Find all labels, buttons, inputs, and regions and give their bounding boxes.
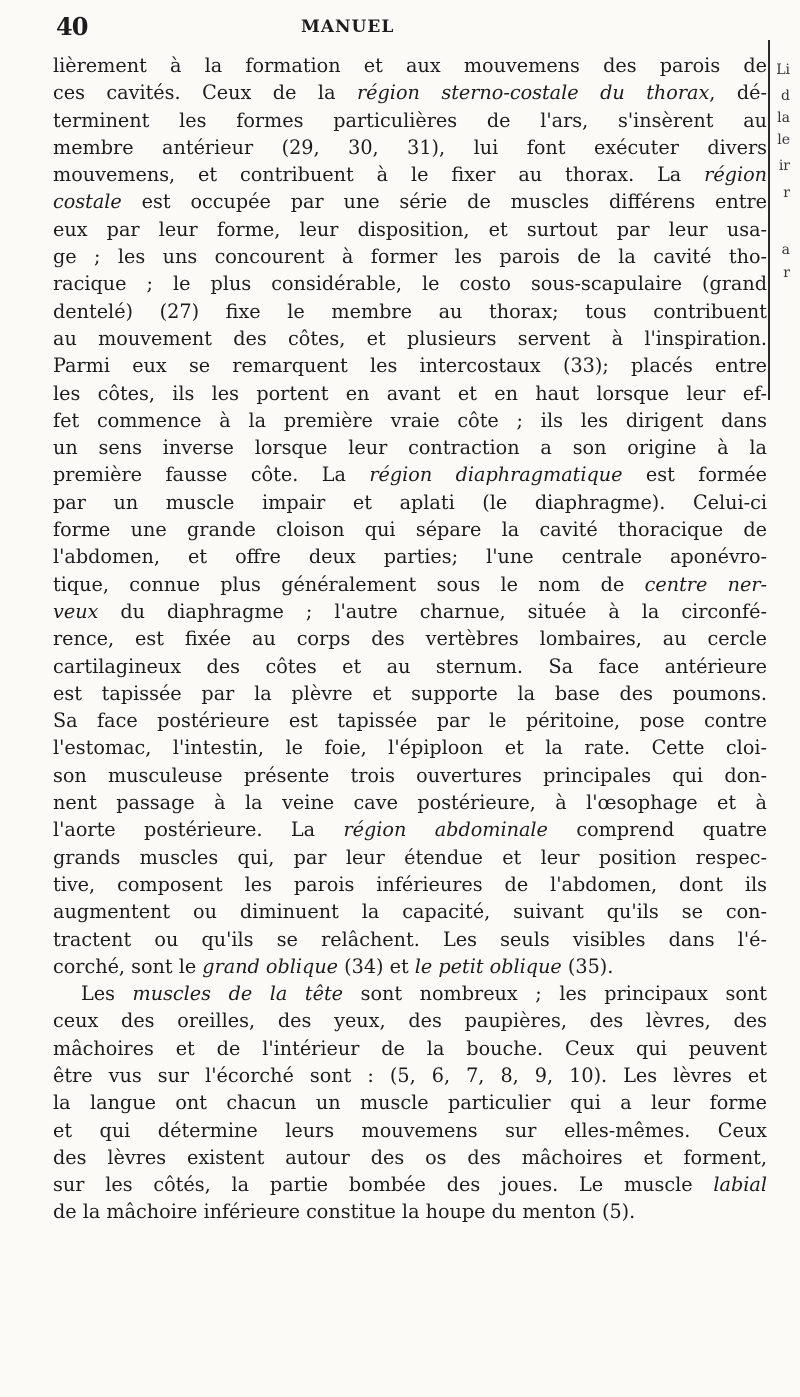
text-line <box>53 625 767 652</box>
text-line <box>53 79 767 106</box>
text-line <box>53 407 767 434</box>
text-line <box>53 380 767 407</box>
text-line <box>53 571 767 598</box>
text-line <box>53 789 767 816</box>
edge-fragment: ir <box>778 158 790 174</box>
text-run: sont nombreux ; les principaux sont <box>343 982 767 1006</box>
text-line <box>53 871 767 898</box>
text-run: Parmi eux se remarquent les intercostaux (33); placés entre <box>53 354 767 378</box>
text-run: mâchoires et de l'intérieur de la bouche. Ceux qui peuvent <box>53 1036 767 1060</box>
text-run: de la mâchoire inférieure constitue la houpe du menton (5). <box>53 1200 636 1224</box>
text-line <box>53 107 767 134</box>
text-line <box>53 489 767 516</box>
edge-fragment: le <box>777 132 790 148</box>
text-line <box>53 1117 767 1144</box>
text-line <box>53 161 767 188</box>
text-run: , dé- <box>709 81 767 105</box>
italic-run: région diaphragmatique <box>369 463 623 487</box>
text-line <box>53 325 767 352</box>
text-line <box>53 298 767 325</box>
text-run: comprend quatre <box>547 818 767 842</box>
text-run: et qui détermine leurs mouvemens sur elles-mêmes. Ceux <box>53 1118 767 1142</box>
italic-run: labial <box>713 1173 767 1197</box>
italic-run: centre ner- <box>644 572 767 596</box>
text-line <box>53 216 767 243</box>
text-line <box>53 1062 767 1089</box>
text-line <box>53 1198 767 1225</box>
edge-fragment: r <box>783 265 790 281</box>
text-run: membre antérieur (29, 30, 31), lui font exécuter divers <box>53 135 767 159</box>
text-run: ceux des oreilles, des yeux, des paupières, des lèvres, des <box>53 1009 767 1033</box>
text-line <box>53 598 767 625</box>
edge-fragment: r <box>783 185 790 201</box>
text-run: l'abdomen, et offre deux parties; l'une centrale aponévro- <box>53 545 767 569</box>
text-run: tractent ou qu'ils se relâchent. Les seuls visibles dans l'é- <box>53 927 767 951</box>
text-run: rence, est fixée au corps des vertèbres lombaires, au cercle <box>53 627 767 651</box>
text-line <box>53 434 767 461</box>
text-run: tive, composent les parois inférieures de l'abdomen, dont ils <box>53 872 767 896</box>
italic-run: grand oblique <box>202 954 339 978</box>
text-run: (34) et <box>338 954 415 978</box>
italic-run: le petit oblique <box>414 954 562 978</box>
text-line <box>53 707 767 734</box>
edge-fragment: d <box>781 88 790 104</box>
text-run: lièrement à la formation et aux mouvemens des parois de <box>53 54 767 77</box>
italic-run: région <box>704 163 767 187</box>
text-run: mouvemens, et contribuent à le fixer au thorax. La <box>53 163 705 187</box>
text-run: dentelé) (27) fixe le membre au thorax; tous contribuent <box>53 299 767 323</box>
text-line <box>53 270 767 297</box>
text-run: est occupée par une série de muscles différens entre <box>121 190 767 214</box>
text-line <box>53 461 767 488</box>
text-run: au mouvement des côtes, et plusieurs servent à l'inspiration. <box>53 326 767 350</box>
text-line <box>53 134 767 161</box>
italic-run: région sterno-costale du thorax <box>357 81 710 105</box>
page-number: 40 <box>56 12 88 41</box>
text-run: nent passage à la veine cave postérieure, à l'œsophage et à <box>53 791 767 815</box>
text-run: un sens inverse lorsque leur contraction a son origine à la <box>53 436 767 460</box>
text-run: cartilagineux des côtes et au sternum. Sa face antérieure <box>53 654 767 678</box>
text-line <box>53 653 767 680</box>
text-run: par un muscle impair et aplati (le diaphragme). Celui-ci <box>53 490 767 514</box>
text-line <box>53 1171 767 1198</box>
text-run: ces cavités. Ceux de la <box>53 81 357 105</box>
text-run: tique, connue plus généralement sous le nom de <box>53 572 645 596</box>
edge-fragment: la <box>777 110 790 126</box>
italic-run: veux <box>53 599 99 623</box>
edge-fragment: a <box>781 242 790 258</box>
text-run: augmentent ou diminuent la capacité, suivant qu'ils se con- <box>53 900 767 924</box>
text-run: Les <box>81 982 133 1006</box>
text-line <box>53 352 767 379</box>
text-run: des lèvres existent autour des os des mâchoires et forment, <box>53 1145 767 1169</box>
text-line <box>53 762 767 789</box>
text-run: l'aorte postérieure. La <box>53 818 344 842</box>
italic-run: région abdominale <box>343 818 548 842</box>
text-run: première fausse côte. La <box>53 463 370 487</box>
italic-run: muscles de la tête <box>132 982 344 1006</box>
text-run: est formée <box>622 463 768 487</box>
text-line <box>53 926 767 953</box>
text-line <box>53 52 767 79</box>
text-line <box>53 243 767 270</box>
text-run: l'estomac, l'intestin, le foie, l'épiploon et la rate. Cette cloi- <box>53 736 767 760</box>
text-run: les côtes, ils les portent en avant et en haut lorsque leur ef- <box>53 381 767 405</box>
text-run: la langue ont chacun un muscle particulier qui a leur forme <box>53 1091 767 1115</box>
italic-run: costale <box>53 190 122 214</box>
text-run: eux par leur forme, leur disposition, et surtout par leur usa- <box>53 217 767 241</box>
text-run: grands muscles qui, par leur étendue et leur position respec- <box>53 845 767 869</box>
text-line <box>53 1089 767 1116</box>
text-run: terminent les formes particulières de l'ars, s'insèrent au <box>53 108 767 132</box>
text-line <box>53 188 767 215</box>
text-line <box>53 734 767 761</box>
text-run: être vus sur l'écorché sont : (5, 6, 7, 8, 9, 10). Les lèvres et <box>53 1063 767 1087</box>
edge-fragment: Li <box>776 62 790 78</box>
text-line <box>53 898 767 925</box>
text-run: sur les côtés, la partie bombée des joues. Le muscle <box>53 1173 714 1197</box>
text-line <box>53 816 767 843</box>
text-line <box>53 953 767 980</box>
running-title: MANUEL <box>301 17 395 37</box>
text-run: forme une grande cloison qui sépare la cavité thoracique de <box>53 518 767 542</box>
text-line <box>53 980 767 1007</box>
text-run: corché, sont le <box>53 954 203 978</box>
text-run: (35). <box>561 954 614 978</box>
text-line <box>53 1007 767 1034</box>
text-run: du diaphragme ; l'autre charnue, située à la circonfé- <box>98 599 767 623</box>
body-text <box>53 52 767 1226</box>
text-line <box>53 680 767 707</box>
text-line <box>53 516 767 543</box>
text-run: son musculeuse présente trois ouvertures principales qui don- <box>53 763 767 787</box>
text-run: racique ; le plus considérable, le costo sous-scapulaire (grand <box>53 272 767 296</box>
text-line <box>53 543 767 570</box>
text-run: est tapissée par la plèvre et supporte la base des poumons. <box>53 681 767 705</box>
text-run: fet commence à la première vraie côte ; ils les dirigent dans <box>53 408 767 432</box>
text-run: ge ; les uns concourent à former les parois de la cavité tho- <box>53 245 767 269</box>
text-run: Sa face postérieure est tapissée par le péritoine, pose contre <box>53 709 767 733</box>
text-line <box>53 844 767 871</box>
page-header <box>56 10 756 44</box>
text-line <box>53 1035 767 1062</box>
text-line <box>53 1144 767 1171</box>
